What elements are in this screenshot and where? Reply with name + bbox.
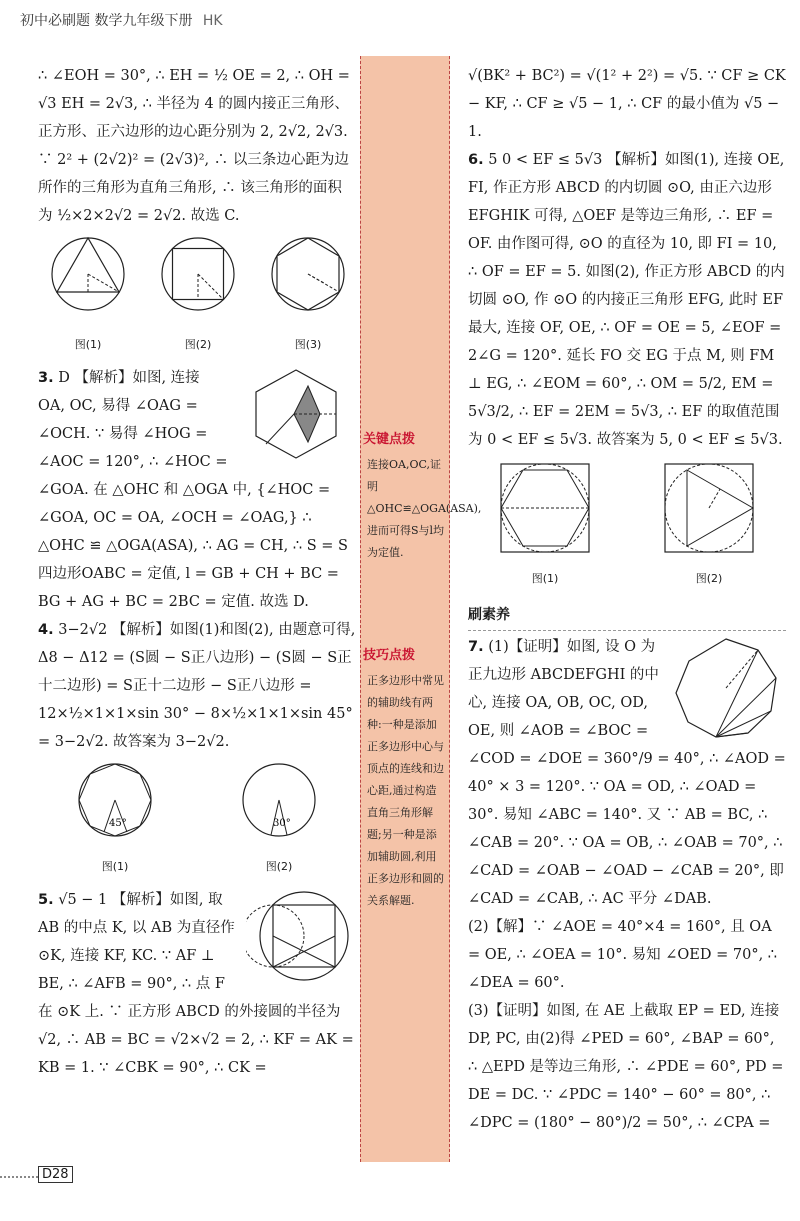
figure-caption: 图(1) xyxy=(74,338,102,351)
q5-solution-end: √(BK² + BC²) = √(1² + 2²) = √5. ∵ CF ≥ CK − KF, ∴ CF ≥ √5 − 1, ∴ CF 的最小值为 √5 − 1. xyxy=(468,68,786,140)
q3-hexagon-diagram xyxy=(236,364,356,464)
q2-figure-1 xyxy=(38,234,138,360)
q3-solution: D 【解析】如图, 连接 OA, OC, 易得 ∠OAG = ∠OCH. ∵ 易得 ∠HOG = ∠AOC = 120°, ∴ ∠HOC = ∠GOA. 在 △OHC 和 △OGA 中, {∠HOC = ∠GOA, OC = OA, ∠OCH = ∠OAG,} ∴ △OHC ≌ △OGA(ASA), ∴ AG = CH, ∴ S = S四边形OABC = 定值, l = GB + CH + BC = BG + AG + BC = 2BC = 定值. 故选 D. xyxy=(38,370,348,610)
square-hexagon-diagram xyxy=(495,458,595,554)
figure-caption: 图(1) xyxy=(531,572,559,585)
question-6 xyxy=(468,146,786,454)
q2-figures xyxy=(38,234,356,360)
q7a-solution: (1)【证明】如图, 设 O 为正九边形 ABCDEFGHI 的中心, 连接 OA, OB, OC, OD, OE, 则 ∠AOB = ∠BOC = ∠COD = ∠DOE = 360°/9 = 40°, ∴ ∠AOD = 40° × 3 = 120°. ∵ OA = OD, ∴ ∠OAD = 30°. 易知 ∠ABC = 140°. 又 ∵ AB = BC, ∴ ∠CAB = 20°. ∵ OA = OB, ∴ ∠OAB = 70°, ∴ ∠CAD = ∠OAB − ∠OAD − ∠CAB = 20°, 即 ∠CAD = ∠CAB, ∴ AC 平分 ∠DAB. xyxy=(468,639,786,907)
question-number: 3. xyxy=(38,370,54,386)
key-tip-text: 连接OA,OC,证明△OHC≌△OGA(ASA),进而可得S与l均为定值. xyxy=(367,458,482,559)
circle-square-diagram xyxy=(148,234,248,320)
q5-solution: √5 − 1 【解析】如图, 取 AB 的中点 K, 以 AB 为直径作 ⊙K, 连接 KF, KC. ∵ AF ⊥ BE, ∴ ∠AFB = 90°, ∴ 点 F 在 ⊙K 上. ∵ 正方形 ABCD 的外接圆的半径为 √2, ∴ AB = BC = √2×√2 = 2, ∴ KF = AK = KB = 1. ∵ ∠CBK = 90°, ∴ CK = xyxy=(38,892,354,1076)
figure-caption: 图(2) xyxy=(184,338,212,351)
circle-octagon-diagram xyxy=(70,760,160,842)
q2-figure-3 xyxy=(258,234,358,360)
page-header xyxy=(20,10,223,30)
q4-solution: 3−2√2 【解析】如图(1)和图(2), 由题意可得, Δ8 − Δ12 = (S圆 − S正八边形) − (S圆 − S正十二边形) = S正十二边形 − S正八边形 = 12×½×1×1×sin 30° − 8×½×1×1×sin 45° = 3−2√2. 故答案为 3−2√2. xyxy=(38,622,356,750)
section-heading: 刷素养 xyxy=(468,600,786,631)
q2-figure-2 xyxy=(148,234,248,360)
q7-part-2: (2)【解】∵ ∠AOE = 40°×4 = 160°, 且 OA = OE, ∴ ∠OEA = 10°. 易知 ∠OED = 70°, ∴ ∠DEA = 60°. xyxy=(468,919,778,991)
q4-figure-2 xyxy=(234,760,324,882)
question-number: 5. xyxy=(38,892,54,908)
question-7 xyxy=(468,633,786,1137)
circle-hexagon-diagram xyxy=(258,234,358,320)
q6-figure-1 xyxy=(495,458,595,594)
left-column xyxy=(38,62,356,1082)
question-number: 6. xyxy=(468,152,484,168)
figure-caption: 图(2) xyxy=(265,860,293,873)
figure-caption: 图(1) xyxy=(101,860,129,873)
q5-square-circle-diagram xyxy=(246,886,356,986)
angle-label: 45° xyxy=(109,818,127,829)
question-number: 4. xyxy=(38,622,54,638)
book-title: 初中必刷题 数学九年级下册 xyxy=(20,13,193,29)
key-tip-title: 关键点拨 xyxy=(363,432,416,447)
q7-part-3: (3)【证明】如图, 在 AE 上截取 EP = ED, 连接 DP, PC, 由(2)得 ∠PED = 60°, ∠BAP = 60°, ∴ △EPD 是等边三角形, ∴ ∠PDE = 60°, PD = DE = DC. ∵ ∠PDC = 140° − 60° = 80°, ∴ ∠DPC = (180° − 80°)/2 = 50°, ∴ ∠CPA = xyxy=(468,1003,784,1131)
nonagon-diagram xyxy=(666,633,786,743)
technique-tip-title: 技巧点拨 xyxy=(363,648,416,663)
question-4 xyxy=(38,616,356,756)
side-notes-strip xyxy=(360,56,482,1162)
figure-caption: 图(2) xyxy=(695,572,723,585)
right-column xyxy=(468,62,786,1137)
square-triangle-diagram xyxy=(659,458,759,554)
q4-figure-1 xyxy=(70,760,160,882)
technique-tip-text: 正多边形中常见的辅助线有两种:一种是添加正多边形中心与顶点的连线和边心距,通过构造直角三角形解题;另一种是添加辅助圆,利用正多边形和圆的关系解题. xyxy=(367,674,444,907)
circle-sector-diagram xyxy=(234,760,324,842)
edition-tag: HK xyxy=(202,13,223,29)
figure-caption: 图(3) xyxy=(294,338,322,351)
q6-figure-2 xyxy=(659,458,759,594)
angle-label: 30° xyxy=(273,818,291,829)
circle-triangle-diagram xyxy=(38,234,138,320)
question-3 xyxy=(38,364,356,616)
page-edge-dots xyxy=(0,1176,38,1178)
q4-figures xyxy=(38,760,356,882)
q6-figures xyxy=(468,458,786,594)
question-number: 7. xyxy=(468,639,484,655)
question-5 xyxy=(38,886,356,1082)
q2-solution-end: ∴ ∠EOH = 30°, ∴ EH = ½ OE = 2, ∴ OH = √3 EH = 2√3, ∴ 半径为 4 的圆内接正三角形、正方形、正六边形的边心距分别为 2, 2√2, 2√3. ∵ 2² + (2√2)² = (2√3)², ∴ 以三条边心距为边所作的三角形为直角三角形, ∴ 该三角形的面积为 ½×2×2√2 = 2√2. 故选 C. xyxy=(38,68,350,224)
q6-solution: 5 0 < EF ≤ 5√3 【解析】如图(1), 连接 OE, FI, 作正方形 ABCD 的内切圆 ⊙O, 由正六边形 EFGHIK 可得, △OEF 是等边三角形, ∴ EF = OF. 由作图可得, ⊙O 的直径为 10, 即 FI = 10, ∴ OF = EF = 5. 如图(2), 作正方形 ABCD 的内切圆 ⊙O, 作 ⊙O 的内接正三角形 EFG, 此时 EF 最大, 连接 OF, OE, ∴ OF = OE = 5, ∠EOF = 2∠G = 120°. 延长 FO 交 EG 于点 M, 则 FM ⊥ EG, ∴ ∠EOM = 60°, ∴ OM = 5/2, EM = 5√3/2, ∴ EF = 2EM = 5√3, ∴ EF 的取值范围为 0 < EF ≤ 5√3. 故答案为 5, 0 < EF ≤ 5√3. xyxy=(468,152,785,448)
page-number: D28 xyxy=(38,1166,73,1183)
